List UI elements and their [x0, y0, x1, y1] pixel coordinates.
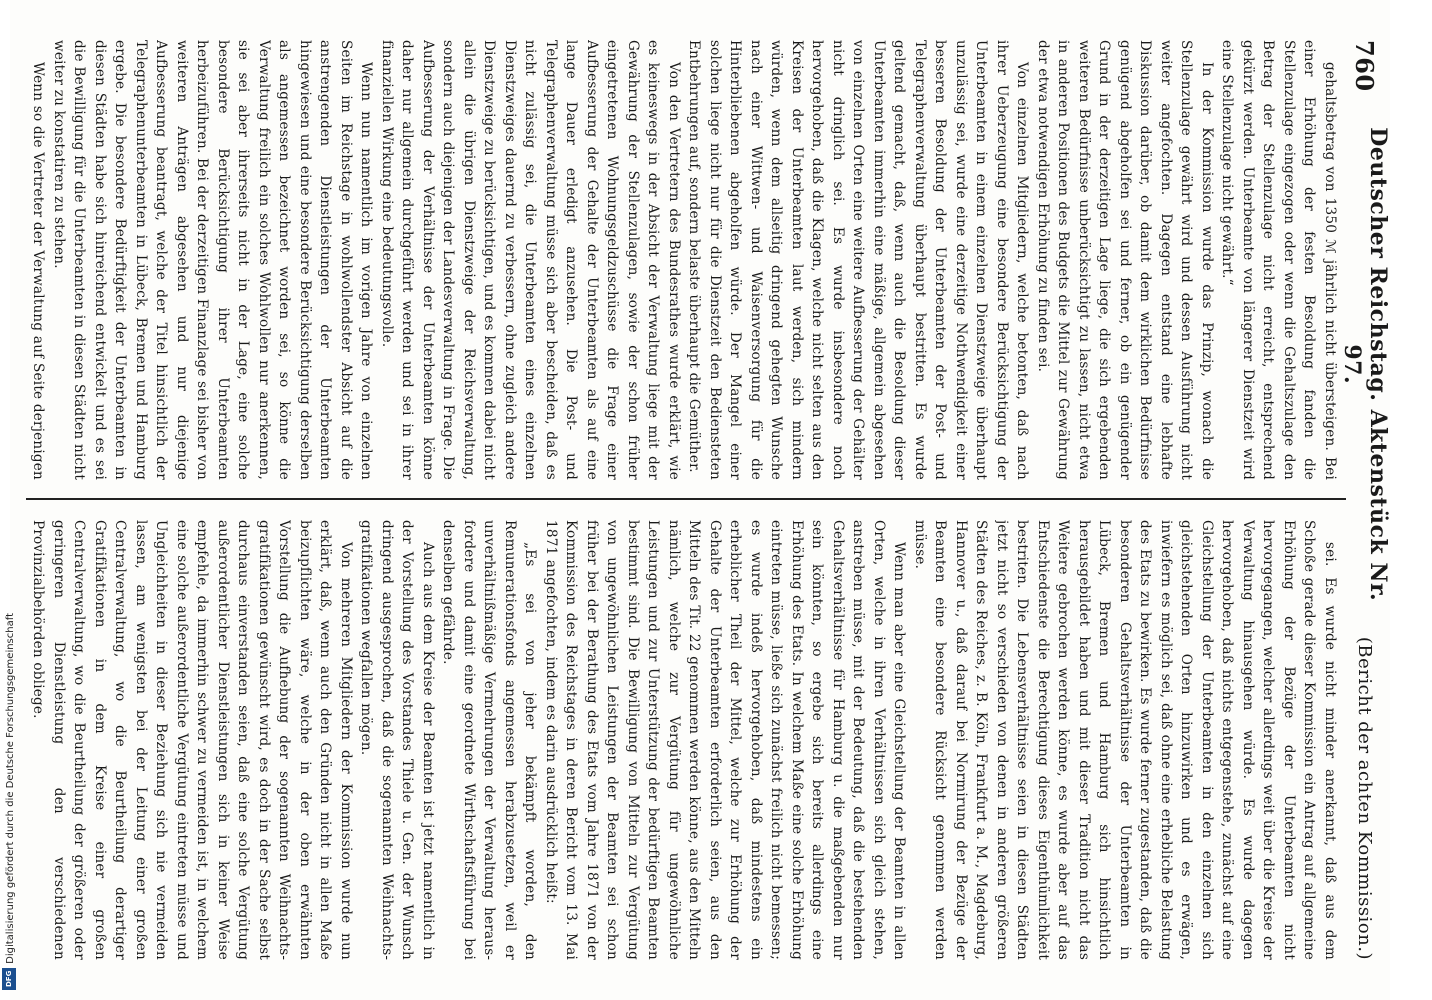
- paragraph: sei. Es wurde nicht minder anerkannt, daß aus dem Schoße gerade dieser Kommission ein Antrag auf allgemeine Erhöhung der Bezüge der Unterbeamten nicht hervorgegangen, welcher allerdings weit über die Kreise der Verwaltung hinausgehen würde. Es wurde dagegen hervorgehoben, daß nichts entgegenstehe, zunächst auf eine Gleichstellung der Unterbeamten in den einzelnen sich gleichstehenden Orten hinzuwirken und es erwägen, inwiefern es möglich sei, daß ohne eine erhebliche Belastung des Etats zu bewirken. Es wurde ferner zugestanden, daß die besonderen Gehaltsverhältnisse der Unterbeamten in Lübeck, Bremen und Hamburg sich hinsichtlich herausgebildet haben und mit dieser Tradition nicht das Weitere gebrochen werden könne, es wurde aber auf das Entschiedenste die Berechtigung dieses Eigenthümlichkeit bestriten. Die Lebensverhältnisse seien in diesen Städten jetzt nicht so verschieden von denen in anderen größeren Städten des Reiches, z. B. Köln, Frankfurt a. M., Magdeburg, Hannover u., daß darauf bei Normirung der Bezüge der Beamten eine besondere Rücksicht genommen werden müsse.: [912, 520, 1338, 960]
- page-subtitle: (Bericht der achten Kommission.): [1354, 636, 1376, 960]
- digitization-credit-text: Digitalisierung gefördert durch die Deutsche Forschungsgemeinschaft: [4, 613, 16, 964]
- dfg-logo-icon: DFG: [2, 968, 16, 990]
- paragraph: Wenn man aber eine Gleichstellung der Beamten in allen Orten, welche in ihren Verhältnissen sich gleich stehen, anstreben müsse, mit der Bedeutung, daß die bestehenden Gehaltsverhältnisse für Hamburg u. die maßgebenden nur sein könnten, so ergebe sich bereits allerdings eine Erhöhung des Etats. In welchem Maße eine solche Erhöhung eintreten müsse, ließe sich zunächst freilich nicht bemessen; es wurde indeß hervorgehoben, daß mindestens ein erheblicher Theil der Mittel, welche zur Erhöhung der Gehalte der Unterbeamten erforderlich seien, aus den Mitteln des Tit. 22 genommen werden könne, aus den Mitteln nämlich, welche zur Vergütung für ungewöhnliche Leistungen und zur Unterstützung der bedürftigen Beamten bestimmt sind. Die Bewilligung von Mitteln zur Vergütung von ungewöhnlichen Leistungen der Beamten sei schon früher bei der Berathung des Etats vom Jahre 1871 von der Kommission des Reichstages in deren Bericht vom 13. Mai 1871 angefochten, indem es darin ausdrücklich heißt:: [543, 520, 908, 960]
- paragraph: gehaltsbetrag von 1350 ℳ jährlich nicht übersteigen. Bei einer Erhöhung der festen Besoldung fanden die Stellenzulage eingezogen oder wenn die Gehaltszulage den Betrag der Stellenzulage nicht erreicht, entsprechend gekürzt werden. Unterbeamte von längerer Dienstzeit wird eine Stellenzulage nicht gewährt.“: [1219, 40, 1338, 480]
- right-column: [30, 520, 1340, 960]
- paragraph: Wenn so die Vertreter der Verwaltung auf Seite derjenigen: [30, 62, 47, 480]
- paragraph: Von den Vertretern des Bundesrathes wurde erklärt, wie es keineswegs in der Absicht der Verwaltung liege mit der Gewährung der Stellenzulagen, sowie der schon früher eingetretenen Wohnungsgeldzuschüsse die Frage einer Aufbesserung der Gehalte der Unterbeamten als auf eine lange Dauer erledigt anzusehen. Die Post- und Telegraphenverwaltung müsse sich aber bescheiden, daß es nicht zulässig sei, die Unterbeamten eines einzelnen Dienstzweiges dauernd zu verbessern, ohne zugleich andere Dienstzweige zu berücksichtigen, und es kommen dabei nicht allein die übrigen Dienstzweige der Reichsverwaltung, sondern auch diejenigen der Landesverwaltung in Frage. Die Aufbesserung der Verhältnisse der Unterbeamten könne daher nur allgemein durchgeführt werden und sei in ihrer finanziellen Wirkung eine bedeutungsvolle.: [379, 40, 682, 480]
- digitization-credit: [0, 0, 20, 1000]
- page-title: Deutscher Reichstag. Aktenstück Nr. 97.: [1339, 127, 1391, 602]
- column-divider: [26, 498, 1346, 500]
- paragraph: In der Kommission wurde das Prinzip, wonach die Stellenzulage gewährt wird und dessen Ausführung nicht weiter angefochten. Dagegen entstand eine lebhafte Diskussion darüber, ob damit dem wirklichen Bedürfnisse genügend abgeholfen sei und ferner, ob ein genügender Grund in der derzeitigen Lage liege, die sich ergebenden weiteren Bedürfnisse unberücksichtigt zu lassen, nicht etwa in anderen Positionen des Budgets die Mittel zur Gewährung der etwa notwendigen Erhöhung zu finden sei.: [1035, 40, 1215, 480]
- rotated-page: [10, 0, 1390, 1000]
- paragraph: „Es sei von jeher bekämpft worden, den Remunerationsfonds angemessen herabzusetzen, weil er unverhältnißmäßige Vermehrungen der Verwaltung herausfordere und damit eine geordnete Wirthschaftsführung bei denselben gefährde.: [440, 520, 539, 960]
- paragraph: Auch aus dem Kreise der Beamten ist jetzt namentlich in der Vorstellung des Vorstandes Thiele u. Gen. der Wunsch dringend ausgesprochen, daß die sogenannten Weihnachtsgratifikationen wegfallen mögen.: [358, 520, 436, 960]
- paragraph: Von mehreren Mitgliedern der Kommission wurde nun erklärt, daß, wenn auch den Gründen nicht in allen Maße beizupflichten wäre, welche in der oben erwähnten Vorstellung die Aufhebung der sogenannten Weihnachtsgratifikationen gewünscht wird, es doch in der Sache selbst durchaus einverstanden seien, daß eine solche Vergütung außerordentlicher Dienstleistungen sich in keiner Weise empfehle, da immerhin schwer zu vermeiden ist, in welchem eine solche außerordentliche Vergütung eintreten müsse und Ungleichheiten in dieser Beziehung sich nie vermeiden lassen, am wenigsten bei der Leitung einer großen Centralverwaltung, wo die Beurtheilung derartiger Gratifikationen in dem Kreise einer großen Centralverwaltung, wo die Beurtheilung der größeren oder geringeren Dienstleistung den verschiedenen Provinzialbehörden obliege.: [30, 520, 354, 960]
- paragraph: Von einzelnen Mitgliedern, welche betonten, daß nach ihrer Ueberzeugung eine besondere Berücksichtigung der Unterbeamten in einem einzelnen Dienstzweige überhaupt unzulässig sei, wurde eine derzeitige Nothwendigkeit einer besseren Besoldung der Unterbeamten der Post- und Telegraphenverwaltung überhaupt bestritten. Es wurde geltend gemacht, daß, wenn auch die Besoldung dieser Unterbeamten immerhin eine mäßige, allgemein abgesehen von einzelnen Orten eine weitere Aufbesserung der Gehälter nicht dringlich sei. Es wurde insbesondere noch hervorgehoben, daß die Klagen, welche nicht selten aus den Kreisen der Unterbeamten laut werden, sich mindern würden, wenn dem allseitig dringend gehegten Wunsche nach einer Wittwen- und Waisenversorgung für die Hinterbliebenen abgeholfen würde. Der Mangel einer solchen liege nicht nur für die Dienstzeit den Bediensteten Entbehrungen auf, sondern belaste überhaupt die Gemüther.: [686, 40, 1031, 480]
- page-header: [1339, 40, 1391, 960]
- paragraph: Wenn nun namentlich im vorigen Jahre von einzelnen Seiten im Reichstage in wohlwollendster Absicht auf die anstrengenden Dienstleistungen der Unterbeamten hingewiesen und eine besondere Berücksichtigung derselben als angemessen bezeichnet worden sei, so könne die Verwaltung freilich ein solches Wohlwollen nur anerkennen, sie sei aber ihrerseits nicht in der Lage, eine solche besondere Berücksichtigung ihrer Unterbeamten herbeizuführen. Bei der derzeitigen Finanzlage sei bisher von weiteren Anträgen abgesehen und nur diejenige Aufbesserung beantragt, welche der Titel hinsichtlich der Telegraphenunterbeamten in Lübeck, Bremen und Hamburg ergebe. Die besondere Bedürftigkeit der Unterbeamten in diesen Städten habe sich hinreichend entwickelt und es sei die Bewilligung für die Unterbeamten in diesen Städten nicht weiter zu konstatiren zu stehen.: [51, 40, 375, 480]
- left-column: [30, 40, 1340, 480]
- page-number: 760: [1350, 40, 1380, 92]
